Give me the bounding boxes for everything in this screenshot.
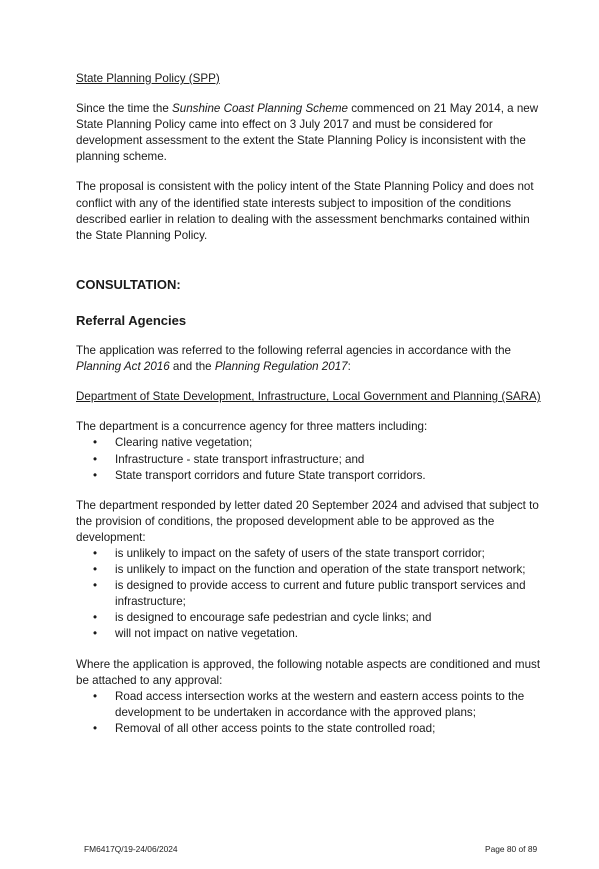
footer-page-number: Page 80 of 89 (485, 844, 538, 854)
list-item (76, 610, 546, 626)
bullet-icon: • (93, 579, 98, 593)
bullet-icon: • (93, 627, 98, 641)
list-item-text: Clearing native vegetation; (115, 436, 253, 450)
list-item-text: will not impact on native vegetation. (115, 627, 299, 641)
list-item (76, 468, 546, 484)
bullet-icon: • (93, 689, 98, 703)
list-item (76, 562, 546, 578)
bullet-icon: • (93, 563, 98, 577)
bullet-icon: • (93, 452, 98, 466)
development-findings-list (76, 546, 546, 643)
spp-p1-text-a: Since the time the (76, 102, 173, 116)
list-item-text: is unlikely to impact on the safety of users of the state transport corridor; (115, 546, 485, 560)
referral-agencies-heading: Referral Agencies (76, 312, 187, 328)
bullet-icon: • (93, 468, 98, 482)
approval-conditions-list (76, 689, 546, 737)
bullet-icon: • (93, 436, 98, 450)
list-item (76, 721, 546, 737)
intro-text-c: : (347, 360, 351, 374)
list-item-text: is designed to encourage safe pedestrian and cycle links; and (115, 611, 432, 625)
list-item (76, 626, 546, 642)
spp-paragraph-1 (76, 101, 546, 165)
list-item-text: Road access intersection works at the western and eastern access points to the development to be undertaken in accordance with the approved plans; (115, 689, 525, 719)
list-item-text: is designed to provide access to current and future public transport services and infrastructure; (115, 579, 526, 609)
bullet-icon: • (93, 546, 98, 560)
page-content (76, 71, 546, 737)
spp-paragraph-2: The proposal is consistent with the policy intent of the State Planning Policy and does not conflict with any of the identified state interests subject to imposition of the conditions described earlier in relation to dealing with the assessment benchmarks contained within the State Planning Policy. (76, 180, 534, 242)
intro-emphasis-regulation: Planning Regulation 2017 (214, 360, 348, 374)
spp-heading: State Planning Policy (SPP) (76, 72, 220, 85)
bullet-icon: • (93, 721, 98, 735)
intro-emphasis-act: Planning Act 2016 (76, 360, 170, 374)
bullet-icon: • (93, 611, 98, 625)
footer-document-reference: FM6417Q/19-24/06/2024 (84, 844, 178, 854)
sara-paragraph-1: The department is a concurrence agency for three matters including: (76, 420, 428, 434)
list-item (76, 546, 546, 562)
list-item-text: State transport corridors and future State transport corridors. (115, 468, 426, 482)
consultation-heading: CONSULTATION: (76, 276, 181, 292)
concurrence-matters-list (76, 435, 546, 483)
spp-p1-emphasis: Sunshine Coast Planning Scheme (172, 102, 348, 116)
spp-p1-text-b: commenced on 21 May 2014, a new State Planning Policy came into effect on 3 July 2017 and must be considered for development assessment to the extent the State Planning Policy is inconsistent with the planning scheme. (76, 102, 539, 164)
list-item (76, 452, 546, 468)
list-item-text: Removal of all other access points to the state controlled road; (115, 721, 436, 735)
list-item (76, 578, 546, 610)
list-item-text: is unlikely to impact on the function and operation of the state transport network; (115, 563, 526, 577)
intro-text-a: The application was referred to the following referral agencies in accordance with the (76, 344, 512, 358)
sara-heading: Department of State Development, Infrastructure, Local Government and Planning (SARA) (76, 390, 541, 404)
list-item (76, 435, 546, 451)
sara-paragraph-3: Where the application is approved, the following notable aspects are conditioned and must be attached to any approval: (76, 657, 541, 687)
intro-text-b: and the (169, 360, 215, 374)
sara-paragraph-2: The department responded by letter dated 20 September 2024 and advised that subject to the provision of conditions, the proposed development able to be approved as the development: (76, 498, 539, 544)
list-item (76, 689, 546, 721)
referral-intro (76, 343, 546, 375)
list-item-text: Infrastructure - state transport infrastructure; and (115, 452, 365, 466)
